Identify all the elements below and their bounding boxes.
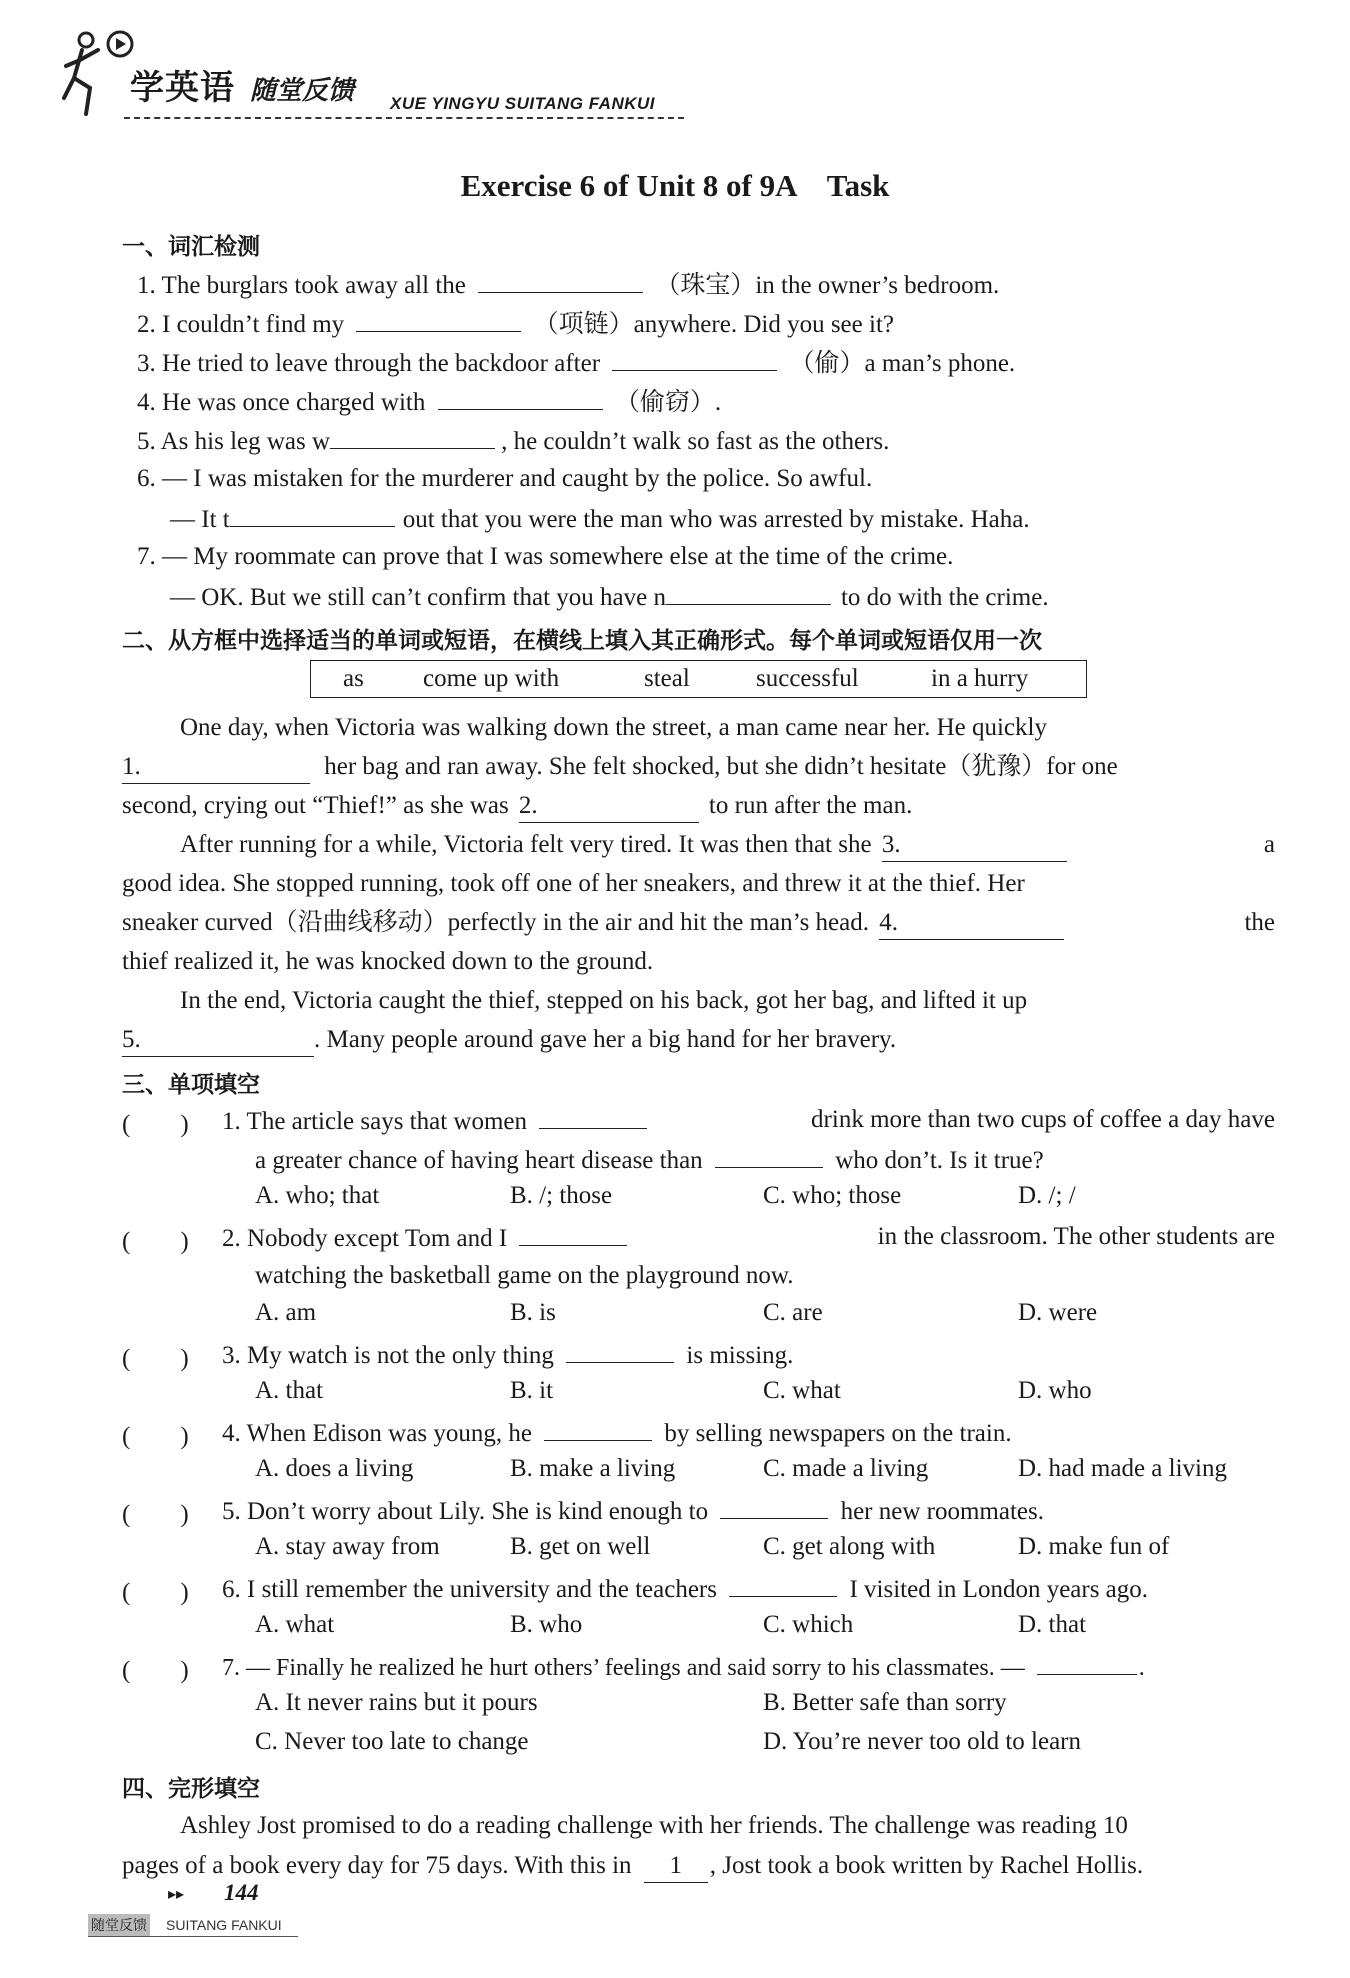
brand-chinese: 学英语 [130, 68, 235, 108]
header-divider [124, 117, 684, 119]
question-text: in the classroom. The other students are [877, 1223, 1275, 1250]
vocab-item-text: 2. I couldn’t find my [137, 311, 345, 338]
blank-number: 1 [669, 1852, 683, 1879]
option-c[interactable]: C. what [763, 1377, 841, 1404]
answer-paren[interactable]: ( ) [122, 1111, 189, 1138]
footer-tag-english: SUITANG FANKUI [166, 1917, 282, 1933]
blank-number: 1. [122, 753, 141, 780]
answer-blank[interactable] [612, 346, 777, 371]
mc-question-4 [222, 1416, 1350, 1450]
answer-blank[interactable] [539, 1104, 647, 1129]
passage-text: a [1263, 831, 1275, 858]
vocab-item-text: , he couldn’t walk so fast as the others. [501, 428, 890, 455]
answer-paren[interactable]: ( ) [122, 1345, 189, 1372]
question-text: watching the basketball game on the playground now. [255, 1262, 794, 1289]
answer-blank[interactable] [720, 1494, 828, 1519]
section-heading-multiple-choice: 三、单项填空 [122, 1072, 260, 1098]
answer-paren[interactable]: ( ) [122, 1501, 189, 1528]
passage-text: After running for a while, Victoria felt very tired. It was then that she [180, 831, 872, 858]
vocab-item-text: （珠宝）in the owner’s bedroom. [655, 272, 1000, 299]
page-number: 144 [224, 1880, 259, 1905]
brand-english: XUE YINGYU SUITANG FANKUI [390, 94, 656, 113]
question-text: who don’t. Is it true? [835, 1147, 1044, 1174]
passage-text: second, crying out “Thief!” as she was [122, 792, 509, 819]
passage-text: to run after the man. [708, 792, 913, 819]
option-d[interactable]: D. You’re never too old to learn [763, 1728, 1081, 1755]
option-b[interactable]: B. it [510, 1377, 554, 1404]
vocab-item-7 [137, 541, 1297, 573]
option-d[interactable]: D. make fun of [1018, 1533, 1170, 1560]
mc-question-3 [222, 1338, 1350, 1372]
answer-blank[interactable] [729, 1572, 837, 1597]
box-word: steal [644, 665, 690, 692]
vocab-item-7-response [170, 580, 1330, 614]
answer-blank[interactable] [230, 502, 395, 527]
section-heading-cloze: 四、完形填空 [122, 1776, 260, 1802]
vocab-item-text: out that you were the man who was arrested by mistake. Haha. [402, 506, 1030, 533]
option-b[interactable]: B. /; those [510, 1182, 613, 1209]
answer-blank-5[interactable] [122, 1024, 314, 1057]
question-text: I visited in London years ago. [849, 1576, 1149, 1603]
option-c[interactable]: C. are [763, 1299, 823, 1326]
vocab-item-text: 5. As his leg was w [137, 428, 331, 455]
answer-paren[interactable]: ( ) [122, 1579, 189, 1606]
section-heading-word-box: 二、从方框中选择适当的单词或短语，在横线上填入其正确形式。每个单词或短语仅用一次 [122, 628, 1042, 654]
answer-blank[interactable] [1037, 1650, 1137, 1675]
passage-text: sneaker curved（沿曲线移动）perfectly in the air and hit the man’s head. [122, 909, 869, 936]
option-b[interactable]: B. get on well [510, 1533, 651, 1560]
blank-number: 5. [122, 1026, 141, 1053]
page-title: Exercise 6 of Unit 8 of 9A Task [460, 168, 890, 203]
answer-paren[interactable]: ( ) [122, 1423, 189, 1450]
question-text: her new roommates. [840, 1498, 1044, 1525]
passage-text: thief realized it, he was knocked down to the ground. [122, 948, 654, 975]
question-text: a greater chance of having heart disease than [255, 1147, 703, 1174]
passage-text: her bag and ran away. She felt shocked, but she didn’t hesitate（犹豫）for one [324, 753, 1118, 780]
option-c[interactable]: C. who; those [763, 1182, 902, 1209]
option-a[interactable]: A. who; that [255, 1182, 380, 1209]
passage-line [122, 946, 1282, 978]
option-b[interactable]: B. Better safe than sorry [763, 1689, 1007, 1716]
passage-text: pages of a book every day for 75 days. With this in [122, 1852, 632, 1879]
question-text: . [1138, 1655, 1145, 1681]
word-box [310, 660, 1087, 698]
option-c[interactable]: C. made a living [763, 1455, 929, 1482]
option-a[interactable]: A. does a living [255, 1455, 414, 1482]
blank-number: 2. [518, 792, 538, 819]
option-d[interactable]: D. were [1018, 1299, 1098, 1326]
cloze-line [180, 1810, 1275, 1842]
answer-blank-2[interactable] [519, 790, 699, 823]
vocab-item-text: 6. — I was mistaken for the murderer and caught by the police. So awful. [137, 465, 873, 492]
option-b[interactable]: B. who [510, 1611, 583, 1638]
question-text: 7. — Finally he realized he hurt others’ feelings and said sorry to his classmates. — [222, 1655, 1025, 1681]
vocab-item-text: （项链）anywhere. Did you see it? [533, 311, 894, 338]
option-a[interactable]: A. what [255, 1611, 335, 1638]
question-text: 5. Don’t worry about Lily. She is kind enough to [222, 1498, 709, 1525]
mc-question-2-cont [255, 1260, 1350, 1292]
passage-text: good idea. She stopped running, took off one of her sneakers, and threw it at the thief. Her [122, 870, 1025, 897]
vocab-item-text: to do with the crime. [840, 584, 1049, 611]
passage-text: One day, when Victoria was walking down the street, a man came near her. He quickly [180, 714, 1047, 741]
option-a[interactable]: A. It never rains but it pours [255, 1689, 538, 1716]
option-a[interactable]: A. am [255, 1299, 317, 1326]
answer-blank[interactable] [566, 1338, 674, 1363]
question-text: drink more than two cups of coffee a day have [811, 1106, 1275, 1133]
passage-line [122, 751, 1272, 784]
passage-line [180, 985, 1275, 1017]
box-word: as [343, 665, 364, 692]
box-word: come up with [423, 665, 560, 692]
option-c[interactable]: C. Never too late to change [255, 1728, 529, 1755]
answer-paren[interactable]: ( ) [122, 1657, 189, 1684]
passage-text: . Many people around gave her a big hand for her bravery. [314, 1026, 897, 1053]
cloze-line [122, 1850, 1282, 1883]
vocab-item-text: 4. He was once charged with [137, 389, 426, 416]
vocab-item-1 [137, 268, 1297, 302]
passage-line [180, 829, 1275, 862]
passage-line [122, 1024, 1282, 1057]
section-heading-vocabulary: 一、词汇检测 [122, 234, 260, 260]
blank-number: 4. [879, 909, 898, 936]
answer-blank[interactable] [519, 1221, 627, 1246]
vocab-item-text: （偷）a man’s phone. [789, 350, 1016, 377]
option-a[interactable]: A. stay away from [255, 1533, 440, 1560]
vocab-item-2 [137, 307, 1297, 341]
answer-blank[interactable] [356, 307, 521, 332]
vocab-item-text: 1. The burglars took away all the [137, 272, 466, 299]
blank-number: 3. [881, 831, 901, 858]
passage-text: Ashley Jost promised to do a reading challenge with her friends. The challenge was reading 10 [180, 1812, 1128, 1839]
question-text: 6. I still remember the university and the teachers [222, 1576, 717, 1603]
box-word: in a hurry [931, 665, 1029, 692]
mc-question-7 [222, 1650, 1350, 1684]
option-d[interactable]: D. who [1018, 1377, 1092, 1404]
option-c[interactable]: C. get along with [763, 1533, 936, 1560]
vocab-item-text: 7. — My roommate can prove that I was somewhere else at the time of the crime. [137, 543, 954, 570]
vocab-item-text: — It t [170, 506, 230, 533]
passage-text: , Jost took a book written by Rachel Hollis. [709, 1852, 1144, 1879]
mc-question-1 [222, 1104, 1275, 1138]
passage-line [122, 790, 1282, 823]
question-text: is missing. [686, 1342, 794, 1369]
mc-question-2 [222, 1221, 1275, 1255]
mc-question-1-cont [255, 1143, 1350, 1177]
double-arrow-icon: ▸▸ [168, 1884, 185, 1903]
option-d[interactable]: D. that [1018, 1611, 1087, 1638]
vocab-item-text: 3. He tried to leave through the backdoor after [137, 350, 601, 377]
vocab-item-6-response [170, 502, 1330, 536]
vocab-item-5 [137, 424, 1297, 458]
option-b[interactable]: B. is [510, 1299, 556, 1326]
question-text: 2. Nobody except Tom and I [222, 1225, 508, 1252]
mc-question-6 [222, 1572, 1350, 1606]
option-d[interactable]: D. /; / [1018, 1182, 1076, 1209]
answer-blank-3[interactable] [882, 829, 1067, 862]
answer-blank[interactable] [715, 1143, 823, 1168]
answer-blank-1[interactable] [122, 751, 310, 784]
option-b[interactable]: B. make a living [510, 1455, 676, 1482]
passage-line [122, 868, 1282, 900]
vocab-item-6 [137, 463, 1297, 495]
question-text: by selling newspapers on the train. [664, 1420, 1012, 1447]
passage-text: the [1244, 909, 1275, 936]
question-text: 3. My watch is not the only thing [222, 1342, 554, 1369]
answer-blank[interactable] [544, 1416, 652, 1441]
answer-blank[interactable] [666, 580, 831, 605]
vocab-item-3 [137, 346, 1297, 380]
option-a[interactable]: A. that [255, 1377, 324, 1404]
brand-chinese-subtitle: 随堂反馈 [250, 76, 355, 106]
vocab-item-text: （偷窃）. [614, 389, 722, 416]
cloze-blank-1[interactable] [644, 1850, 708, 1883]
answer-blank[interactable] [330, 424, 495, 449]
option-d[interactable]: D. had made a living [1018, 1455, 1227, 1482]
footer-divider [88, 1936, 298, 1937]
answer-blank[interactable] [438, 385, 603, 410]
passage-line [180, 712, 1275, 744]
answer-blank[interactable] [478, 268, 643, 293]
mc-question-5 [222, 1494, 1350, 1528]
footer-tag: 随堂反馈 [88, 1914, 150, 1936]
answer-blank-4[interactable] [879, 907, 1064, 940]
question-text: 1. The article says that women [222, 1108, 528, 1135]
passage-text: In the end, Victoria caught the thief, stepped on his back, got her bag, and lifted it up [180, 987, 1028, 1014]
vocab-item-text: — OK. But we still can’t confirm that you have n [170, 584, 666, 611]
box-word: successful [756, 665, 859, 692]
header [60, 22, 680, 132]
option-c[interactable]: C. which [763, 1611, 854, 1638]
answer-paren[interactable]: ( ) [122, 1228, 189, 1255]
passage-line [122, 907, 1275, 940]
question-text: 4. When Edison was young, he [222, 1420, 532, 1447]
vocab-item-4 [137, 385, 1297, 419]
